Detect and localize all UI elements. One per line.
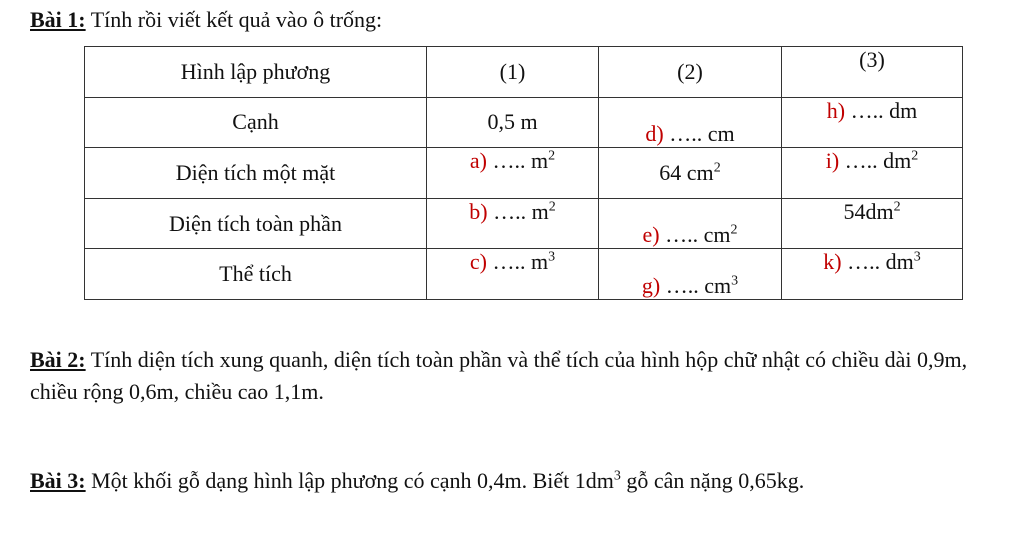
blank-dots: ….. [841, 249, 886, 275]
cell-edge-3 [782, 97, 963, 148]
answer-prefix-k: k) [823, 249, 842, 275]
unit-exponent: 3 [548, 250, 556, 266]
row-label-face-area: Diện tích một mặt [85, 148, 427, 199]
unit: cm [707, 121, 735, 147]
blank-dots: ….. [659, 222, 704, 248]
cell-edge-2 [599, 97, 782, 148]
unit: dm [883, 148, 912, 174]
unit-exponent: 2 [548, 199, 556, 215]
exercise-2-label: Bài 2: [30, 347, 86, 372]
unit: dm [885, 249, 914, 275]
table-row [85, 148, 963, 199]
blank-dots: ….. [660, 273, 705, 298]
table-row [85, 198, 963, 249]
blank-dots: ….. [486, 148, 531, 174]
unit-exponent: 2 [730, 223, 738, 239]
exercise-1-text: Tính rồi viết kết quả vào ô trống: [90, 7, 383, 32]
unit-exponent: 3 [613, 468, 621, 484]
cell-face-area-2 [599, 148, 782, 199]
answer-prefix-h: h) [826, 97, 846, 123]
unit-exponent: 2 [548, 148, 556, 164]
blank-dots: ….. [663, 121, 708, 147]
exercise-3-label: Bài 3: [30, 468, 86, 493]
given-value: 64 cm [659, 159, 714, 185]
exercise-1-label: Bài 1: [30, 7, 86, 32]
cube-table [84, 46, 963, 300]
answer-prefix-e: e) [642, 222, 660, 248]
unit: m [530, 148, 549, 174]
header-cell-2: (2) [599, 47, 782, 98]
unit-exponent: 2 [713, 160, 721, 176]
unit: dm [889, 97, 918, 123]
cell-total-area-3 [782, 198, 963, 249]
header-cell-1: (1) [427, 47, 599, 98]
unit: cm [704, 273, 732, 298]
table-header-row [85, 47, 963, 98]
table-row [85, 97, 963, 148]
answer-prefix-a: a) [469, 148, 487, 174]
cell-face-area-3 [782, 148, 963, 199]
exercise-2 [30, 344, 1015, 408]
answer-prefix-g: g) [641, 273, 661, 298]
header-cell-shape: Hình lập phương [85, 47, 427, 98]
unit: m [530, 249, 549, 275]
exercise-3-text-before: Một khối gỗ dạng hình lập phương có cạnh 0,4m. Biết 1dm [85, 468, 614, 493]
row-label-volume: Thể tích [85, 249, 427, 300]
unit-exponent: 3 [913, 250, 921, 266]
answer-prefix-c: c) [469, 249, 487, 275]
unit: cm [703, 222, 731, 248]
unit: m [531, 198, 549, 224]
header-cell-3: (3) [782, 47, 963, 98]
answer-prefix-b: b) [469, 198, 488, 224]
cell-volume-2 [599, 249, 782, 300]
unit-exponent: 3 [731, 273, 739, 289]
cell-edge-1: 0,5 m [427, 97, 599, 148]
exercise-2-text: Tính diện tích xung quanh, diện tích toàn phần và thể tích của hình hộp chữ nhật có chiều dài 0,9m, chiều rộng 0,6m, chiều cao 1,1m. [30, 347, 968, 404]
answer-prefix-d: d) [645, 121, 664, 147]
unit-exponent: 2 [893, 199, 901, 215]
row-label-total-area: Diện tích toàn phần [85, 198, 427, 249]
cell-face-area-1 [427, 148, 599, 199]
cell-total-area-2 [599, 198, 782, 249]
answer-prefix-i: i) [825, 148, 840, 174]
exercise-3-text-after: gỗ cân nặng 0,65kg. [620, 468, 805, 493]
blank-dots: ….. [486, 249, 531, 275]
row-label-edge: Cạnh [85, 97, 427, 148]
unit-exponent: 2 [911, 148, 919, 164]
exercise-3 [30, 462, 1015, 500]
cell-total-area-1 [427, 198, 599, 249]
blank-dots: ….. [845, 97, 890, 123]
cell-volume-3 [782, 249, 963, 300]
table-row [85, 249, 963, 300]
given-value: 54dm [843, 198, 894, 224]
cell-volume-1 [427, 249, 599, 300]
blank-dots: ….. [487, 198, 532, 224]
exercise-1-heading [30, 6, 382, 34]
blank-dots: ….. [839, 148, 884, 174]
